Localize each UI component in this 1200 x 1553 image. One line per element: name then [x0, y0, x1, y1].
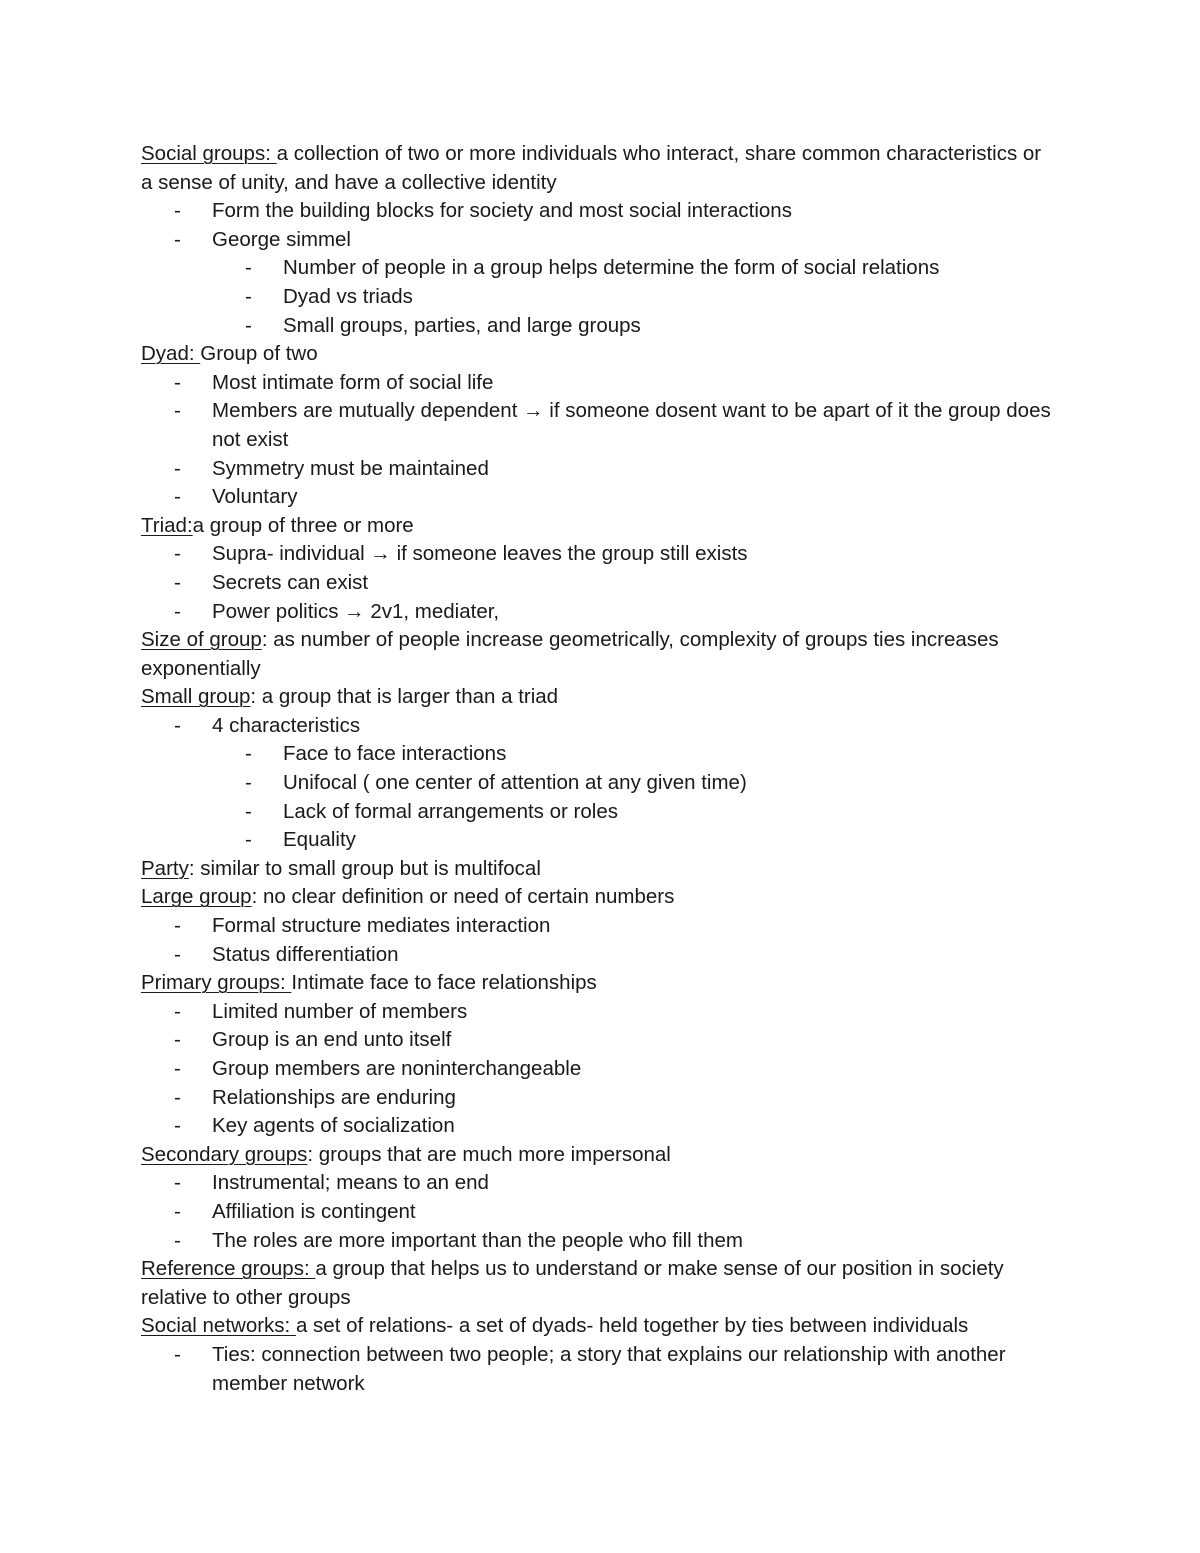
- bullet-item: [141, 1026, 1056, 1055]
- dash-bullet-icon: -: [174, 227, 181, 251]
- bullet-text: Instrumental; means to an end: [212, 1171, 489, 1195]
- dash-bullet-icon: -: [174, 1171, 181, 1195]
- sub-bullet-text: Dyad vs triads: [283, 284, 413, 308]
- dash-bullet-icon: -: [174, 942, 181, 966]
- bullet-text: Relationships are enduring: [212, 1085, 456, 1109]
- bullet-text: Secrets can exist: [212, 570, 369, 594]
- definition-text: : groups that are much more impersonal: [307, 1142, 671, 1166]
- sub-bullet-text: Number of people in a group helps determine the form of social relations: [283, 256, 940, 280]
- dash-bullet-icon: -: [245, 771, 252, 795]
- bullet-item: [141, 226, 1056, 255]
- dash-bullet-icon: -: [174, 1114, 181, 1138]
- bullet-text: 4 characteristics: [212, 713, 361, 737]
- bullet-text: Symmetry must be maintained: [212, 456, 489, 480]
- dash-bullet-icon: -: [174, 570, 181, 594]
- bullet-item: [141, 1055, 1056, 1084]
- dash-bullet-icon: -: [245, 284, 252, 308]
- term-heading: Social groups:: [141, 142, 277, 165]
- bullet-list: [141, 998, 1056, 1141]
- definition-text: : similar to small group but is multifocal: [188, 856, 541, 880]
- term-heading: Primary groups:: [141, 971, 292, 995]
- bullet-text: Voluntary: [212, 485, 298, 509]
- sub-bullet-text: Face to face interactions: [283, 742, 507, 766]
- definition-text: a group that helps us to understand or make sense of our position in society relative to other groups: [141, 1257, 1004, 1309]
- term-heading: Dyad:: [141, 342, 201, 366]
- term-heading: Secondary groups: [141, 1142, 308, 1166]
- bullet-list: [141, 912, 1056, 969]
- bullet-item: [141, 1112, 1056, 1141]
- term-definition: [141, 340, 1056, 369]
- dash-bullet-icon: -: [174, 914, 181, 938]
- term-definition: [141, 969, 1056, 998]
- definition-text: Intimate face to face relationships: [291, 971, 597, 995]
- sub-bullet-item: [141, 798, 1056, 827]
- bullet-item: [141, 455, 1056, 484]
- bullet-list: [141, 369, 1056, 512]
- term-heading: Size of group: [141, 628, 262, 652]
- sub-bullet-list: [141, 740, 1056, 854]
- dash-bullet-icon: -: [174, 1085, 181, 1109]
- sub-bullet-text: Unifocal ( one center of attention at any given time): [283, 771, 747, 795]
- sub-bullet-item: [141, 769, 1056, 798]
- dash-bullet-icon: -: [174, 199, 181, 223]
- bullet-item: [141, 998, 1056, 1027]
- bullet-text: George simmel: [212, 227, 351, 251]
- dash-bullet-icon: -: [174, 1028, 181, 1052]
- term-heading: Social networks:: [141, 1314, 296, 1338]
- bullet-text: Status differentiation: [212, 942, 399, 966]
- bullet-text: Power politics → 2v1, mediater,: [212, 599, 500, 623]
- dash-bullet-icon: -: [174, 713, 181, 737]
- dash-bullet-icon: -: [174, 1228, 181, 1252]
- bullet-item: [141, 598, 1056, 627]
- term-definition: [141, 855, 1056, 884]
- dash-bullet-icon: -: [174, 370, 181, 394]
- bullet-text: Group is an end unto itself: [212, 1028, 452, 1052]
- definition-text: Group of two: [200, 342, 318, 366]
- sub-bullet-text: Equality: [283, 828, 356, 852]
- term-heading: Reference groups:: [141, 1257, 316, 1281]
- dash-bullet-icon: -: [174, 456, 181, 480]
- sub-bullet-text: Small groups, parties, and large groups: [283, 313, 641, 337]
- bullet-text: Limited number of members: [212, 999, 468, 1023]
- sub-bullet-text: Lack of formal arrangements or roles: [283, 799, 618, 823]
- term-heading: Triad:: [141, 513, 193, 537]
- sub-bullet-item: [141, 312, 1056, 341]
- bullet-item: [141, 1084, 1056, 1113]
- term-definition: [141, 883, 1056, 912]
- bullet-text: Ties: connection between two people; a story that explains our relationship with another member network: [212, 1342, 1006, 1395]
- bullet-item: [141, 1341, 1056, 1398]
- sub-bullet-item: [141, 740, 1056, 769]
- bullet-list: [141, 1341, 1056, 1398]
- dash-bullet-icon: -: [245, 799, 252, 823]
- bullet-item: [141, 369, 1056, 398]
- dash-bullet-icon: -: [174, 1057, 181, 1080]
- dash-bullet-icon: -: [174, 485, 181, 509]
- bullet-item: [141, 483, 1056, 512]
- dash-bullet-icon: -: [245, 742, 252, 766]
- dash-bullet-icon: -: [245, 256, 252, 280]
- term-definition: [141, 626, 1056, 683]
- bullet-item: [141, 1198, 1056, 1227]
- bullet-item: [141, 912, 1056, 941]
- document-body: [141, 140, 1056, 1398]
- definition-text: : as number of people increase geometrically, complexity of groups ties increases exponentially: [141, 628, 999, 680]
- term-heading: Party: [141, 856, 189, 880]
- bullet-list: [141, 712, 1056, 855]
- dash-bullet-icon: -: [174, 542, 181, 566]
- term-definition: [141, 1141, 1056, 1170]
- sub-bullet-item: [141, 826, 1056, 855]
- definition-text: a group of three or more: [192, 513, 414, 537]
- bullet-text: Group members are noninterchangeable: [212, 1057, 582, 1080]
- dash-bullet-icon: -: [174, 1199, 181, 1223]
- sub-bullet-item: [141, 283, 1056, 312]
- bullet-item: [141, 1169, 1056, 1198]
- bullet-item: [141, 712, 1056, 741]
- definition-text: a set of relations- a set of dyads- held together by ties between individuals: [295, 1314, 969, 1338]
- dash-bullet-icon: -: [174, 599, 181, 623]
- bullet-list: [141, 197, 1056, 340]
- bullet-item: [141, 941, 1056, 970]
- dash-bullet-icon: -: [174, 1342, 181, 1366]
- definition-text: : no clear definition or need of certain numbers: [251, 885, 675, 909]
- term-definition: [141, 512, 1056, 541]
- bullet-text: Form the building blocks for society and most social interactions: [212, 199, 792, 223]
- bullet-item: [141, 569, 1056, 598]
- term-definition: [141, 140, 1056, 197]
- definition-text: a collection of two or more individuals who interact, share common characteristics or a sense of unity, and have a collective identity: [141, 142, 1042, 194]
- sub-bullet-item: [141, 254, 1056, 283]
- bullet-list: [141, 540, 1056, 626]
- bullet-text: Supra- individual → if someone leaves the group still exists: [212, 542, 748, 566]
- bullet-text: Affiliation is contingent: [212, 1199, 416, 1223]
- bullet-text: Formal structure mediates interaction: [212, 914, 551, 938]
- bullet-text: Most intimate form of social life: [212, 370, 494, 394]
- bullet-item: [141, 197, 1056, 226]
- bullet-item: [141, 540, 1056, 569]
- bullet-text: Key agents of socialization: [212, 1114, 455, 1138]
- bullet-list: [141, 1169, 1056, 1255]
- dash-bullet-icon: -: [245, 313, 252, 337]
- definition-text: : a group that is larger than a triad: [250, 685, 559, 709]
- term-definition: [141, 683, 1056, 712]
- sub-bullet-list: [141, 254, 1056, 340]
- bullet-text: Members are mutually dependent → if someone dosent want to be apart of it the group does not exist: [212, 399, 1051, 451]
- term-definition: [141, 1255, 1056, 1312]
- dash-bullet-icon: -: [174, 999, 181, 1023]
- term-heading: Large group: [141, 885, 252, 909]
- dash-bullet-icon: -: [245, 828, 252, 852]
- term-heading: Small group: [141, 685, 251, 709]
- bullet-item: [141, 1227, 1056, 1256]
- term-definition: [141, 1312, 1056, 1341]
- dash-bullet-icon: -: [174, 399, 181, 423]
- bullet-item: [141, 397, 1056, 454]
- bullet-text: The roles are more important than the people who fill them: [212, 1228, 743, 1252]
